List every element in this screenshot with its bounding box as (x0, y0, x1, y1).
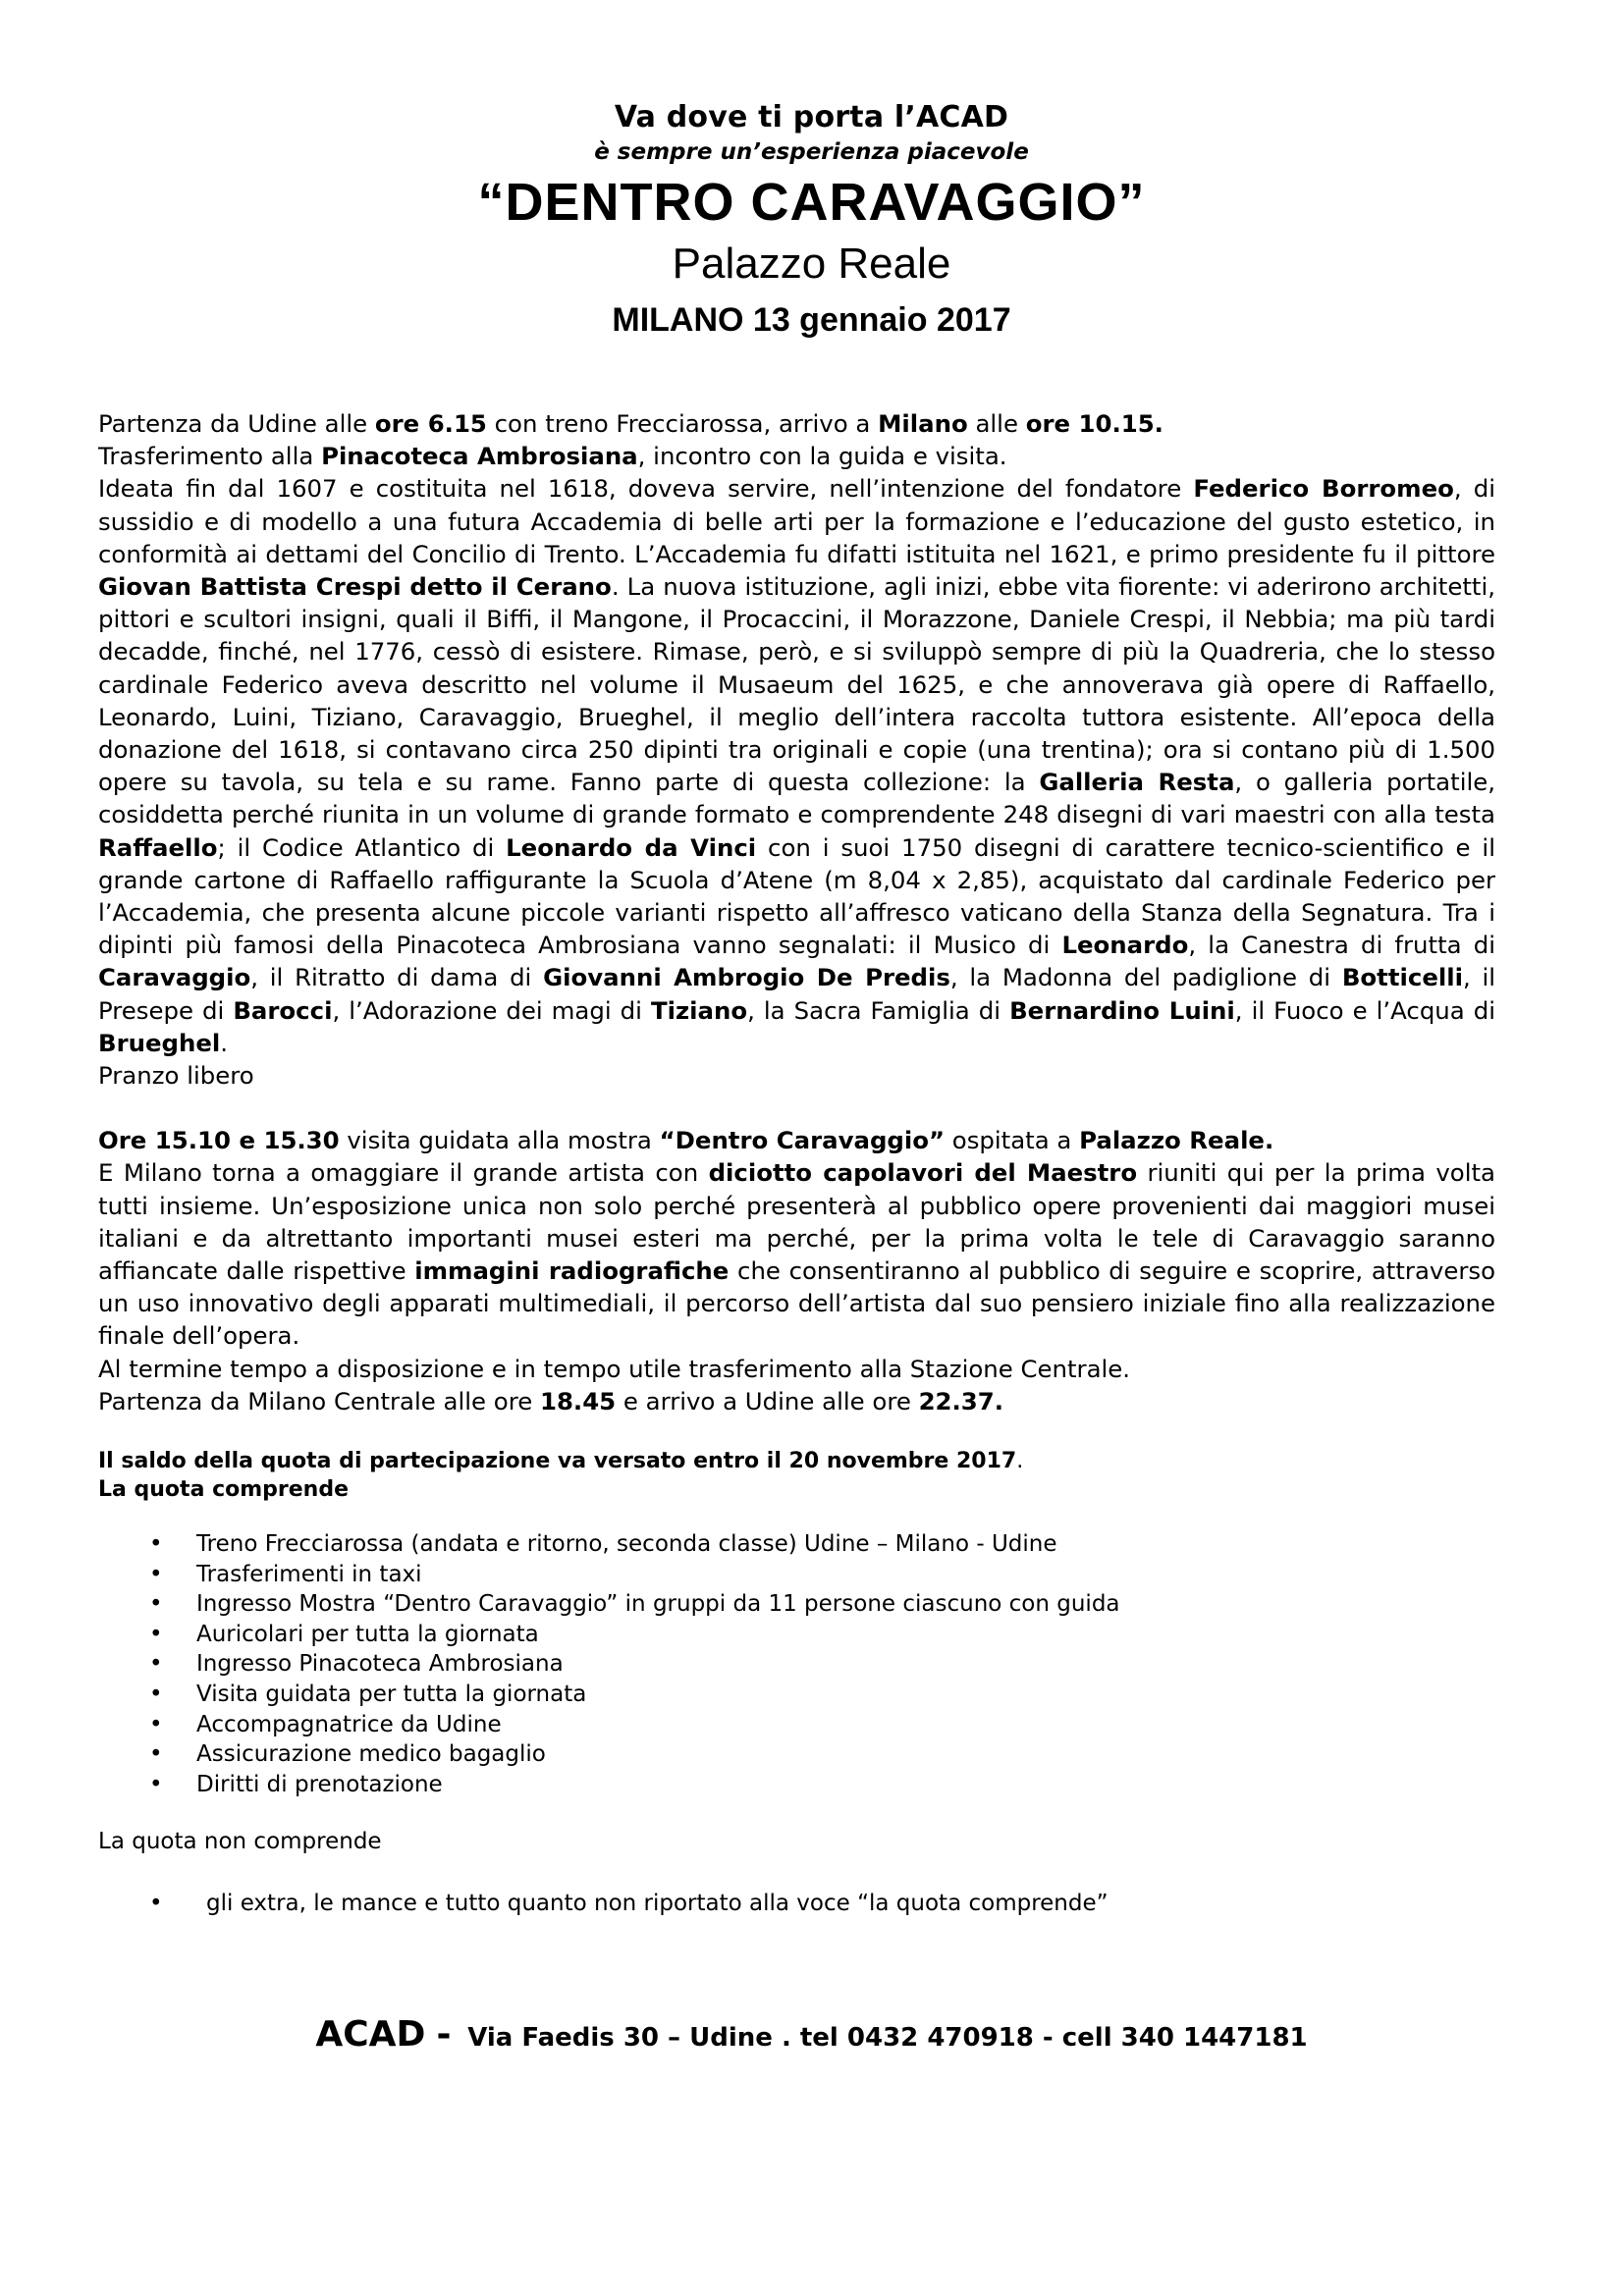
spacer (98, 1092, 1495, 1124)
included-heading: La quota comprende (98, 1477, 349, 1503)
bold-run: Leonardo (1061, 931, 1189, 960)
spacer (98, 1799, 1495, 1826)
not-included-item (98, 1889, 1495, 1919)
included-item (98, 1680, 1495, 1710)
bold-run: Milano (878, 409, 968, 438)
bold-run: Palazzo Reale. (1079, 1126, 1274, 1155)
text-run: . (220, 1028, 229, 1057)
bullet-icon: • (149, 1531, 163, 1558)
text-run: ospitata a (945, 1126, 1080, 1155)
not-included-heading: La quota non comprende (98, 1829, 382, 1855)
included-item (98, 1529, 1495, 1560)
text-run: riuniti qui per la prima volta tutti insieme. Un’esposizione unica non solo perché presenterà al pubblico opere provenienti dai maggiori musei italiani e da altrettanto importanti musei esteri ma perché, per la prima volta le tele di Caravaggio saranno affiancate dalle rispettive (98, 1158, 1495, 1286)
text-run: Trasferimento alla (98, 442, 322, 471)
footer-separator: - (436, 2014, 452, 2055)
text-run: visita guidata alla mostra (339, 1126, 660, 1155)
text-run: , incontro con la guida e visita. (637, 442, 1007, 471)
bold-run: Tiziano (650, 995, 748, 1025)
bold-run: diciotto capolavori del Maestro (708, 1158, 1138, 1188)
bullet-icon: • (149, 1682, 163, 1708)
text-run: Partenza da Udine alle (98, 409, 375, 438)
bold-run: Botticelli (1341, 963, 1463, 992)
included-item-text: Auricolari per tutta la giornata (196, 1621, 539, 1647)
bold-run: Raffaello (98, 832, 218, 862)
included-item-text: Assicurazione medico bagaglio (196, 1741, 546, 1768)
bullet-icon: • (149, 1591, 163, 1618)
text-run: , di sussidio e di modello a una futura Accademia di belle arti per la formazione e l’educazione del gusto estetico, in conformità ai dettami del Concilio di Trento. L’Accademia fu difatti istituita nel 1621, e primo presidente fu il pittore (98, 474, 1496, 568)
bullet-icon: • (149, 1651, 163, 1678)
header-subtagline: è sempre un’esperienza piacevole (594, 139, 1029, 165)
included-item-text: Treno Frecciarossa (andata e ritorno, seconda classe) Udine – Milano - Udine (196, 1531, 1057, 1558)
included-item (98, 1589, 1495, 1620)
included-item-text: Trasferimenti in taxi (196, 1561, 422, 1587)
text-run: , la Canestra di frutta di (1188, 931, 1495, 960)
text-run: con i suoi 1750 disegni di carattere tecnico-scientifico e il grande cartone di Raffaello raffigurante la Scuola d’Atene (m 8,04 x 2,85), acquistato dal cardinale Federico per l’Accademia, che presenta alcune piccole varianti rispetto all’affresco vaticano della Stanza della Segnatura. Tra i dipinti più famosi della Pinacoteca Ambrosiana vanno segnalati: il Musico di (98, 832, 1495, 960)
contact-footer (0, 2014, 1623, 2055)
text-run: . (1016, 1449, 1024, 1474)
bold-run: Galleria Resta (1039, 768, 1235, 797)
text-run: e arrivo a Udine alle ore (616, 1386, 919, 1415)
paragraph-pinacoteca (98, 472, 1495, 1059)
not-included-item-text: gli extra, le mance e tutto quanto non riportato alla voce “la quota comprende” (206, 1890, 1109, 1916)
text-run: Ideata fin dal 1607 e costituita nel 1618, doveva servire, nell’intenzione del fondatore (98, 474, 1194, 504)
included-item-text: Diritti di prenotazione (196, 1771, 443, 1797)
included-item (98, 1710, 1495, 1740)
included-item (98, 1620, 1495, 1650)
event-venue: Palazzo Reale (672, 240, 951, 288)
included-item-text: Ingresso Pinacoteca Ambrosiana (196, 1651, 564, 1678)
text-run: , la Sacra Famiglia di (747, 995, 1010, 1025)
text-run: . La nuova istituzione, agli inizi, ebbe vita fiorente: vi aderirono architetti, pittori e scultori insigni, quali il Biffi, il Mangone, il Procaccini, il Morazzone, Daniele Crespi, il Nebbia; ma più tardi decadde, finché, nel 1776, cessò di esistere. Rimase, però, e si sviluppò sempre di più la Quadreria, che lo stesso cardinale Federico aveva descritto nel volume il Musaeum del 1625, e che annoverava già opere di Raffaello, Leonardo, Luini, Tiziano, Caravaggio, Brueghel, il meglio dell’intera raccolta tuttora esistente. All’epoca della donazione del 1618, si contavano circa 250 dipinti tra originali e copie (una trentina); ora si contano più di 1.500 opere su tavola, su tela e su rame. Fanno parte di questa collezione: la (98, 572, 1495, 797)
paragraph-free-time: Al termine tempo a disposizione e in tempo utile trasferimento alla Stazione Centrale. (98, 1354, 1131, 1383)
paragraph-transfer (98, 440, 1495, 472)
not-included-list (98, 1889, 1495, 1919)
bullet-icon: • (149, 1561, 163, 1587)
text-run: E Milano torna a omaggiare il grande artista con (98, 1158, 709, 1188)
text-run: che consentiranno al pubblico di seguire e scoprire, attraverso un uso innovativo degli apparati multimediali, il percorso dell’artista dal suo pensiero iniziale fino alla realizzazione finale dell’opera. (98, 1256, 1495, 1351)
included-item-text: Ingresso Mostra “Dentro Caravaggio” in gruppi da 11 persone ciascuno con guida (196, 1591, 1120, 1618)
text-run: Partenza da Milano Centrale alle ore (98, 1386, 540, 1415)
bold-run: Il saldo della quota di partecipazione va versato entro il 20 novembre 2017 (98, 1449, 1017, 1474)
text-run: , il Ritratto di dama di (250, 963, 544, 992)
event-date: MILANO 13 gennaio 2017 (612, 301, 1011, 339)
bullet-icon: • (149, 1890, 163, 1916)
included-item (98, 1560, 1495, 1590)
bold-run: “Dentro Caravaggio” (659, 1126, 946, 1155)
bold-run: Leonardo da Vinci (506, 832, 757, 862)
text-run: , il Presepe di (98, 963, 1496, 1025)
bold-run: Pinacoteca Ambrosiana (321, 442, 638, 471)
bold-run: ore 6.15 (374, 409, 487, 438)
text-run: con treno Frecciarossa, arrivo a (486, 409, 879, 438)
paragraph-departure (98, 407, 1495, 440)
bullet-icon: • (149, 1711, 163, 1737)
spacer (98, 1504, 1495, 1529)
header-tagline: Va dove ti porta l’ACAD (614, 100, 1009, 134)
included-list (98, 1529, 1495, 1799)
included-item-text: Accompagnatrice da Udine (196, 1711, 502, 1737)
bold-run: Brueghel (98, 1028, 221, 1057)
payment-deadline (98, 1447, 1495, 1475)
bold-run: 22.37. (918, 1386, 1003, 1415)
text-run: alle (967, 409, 1026, 438)
paragraph-return (98, 1385, 1495, 1417)
document-body (98, 407, 1495, 1918)
footer-address: Via Faedis 30 – Udine . tel 0432 470918 - cell 340 1447181 (467, 2023, 1308, 2053)
paragraph-lunch: Pranzo libero (98, 1061, 254, 1091)
spacer (98, 1417, 1495, 1447)
bold-run: Federico Borromeo (1193, 474, 1454, 504)
bold-run: ore 10.15. (1025, 409, 1163, 438)
included-item (98, 1649, 1495, 1680)
bold-run: Barocci (233, 995, 333, 1025)
paragraph-exhibition (98, 1156, 1495, 1352)
bold-run: Giovanni Ambrogio De Predis (543, 963, 950, 992)
included-item-text: Visita guidata per tutta la giornata (196, 1682, 587, 1708)
bold-run: immagini radiografiche (414, 1256, 730, 1286)
text-run: , la Madonna del padiglione di (949, 963, 1342, 992)
bold-run: Ore 15.10 e 15.30 (98, 1126, 340, 1155)
text-run: ; il Codice Atlantico di (217, 832, 507, 862)
text-run: , l’Adorazione dei magi di (332, 995, 651, 1025)
event-title: “DENTRO CARAVAGGIO” (477, 173, 1146, 232)
bullet-icon: • (149, 1741, 163, 1768)
bullet-icon: • (149, 1771, 163, 1797)
included-item (98, 1770, 1495, 1800)
document-header (0, 98, 1623, 344)
text-run: , il Fuoco e l’Acqua di (1234, 995, 1495, 1025)
included-item (98, 1739, 1495, 1770)
bold-run: Caravaggio (98, 963, 251, 992)
bold-run: 18.45 (539, 1386, 617, 1415)
bullet-icon: • (149, 1621, 163, 1647)
bold-run: Giovan Battista Crespi detto il Cerano (98, 572, 612, 602)
footer-org-name: ACAD (315, 2014, 426, 2055)
text-run: , o galleria portatile, cosiddetta perché riunita in un volume di grande formato e comprendente 248 disegni di vari maestri con alla testa (98, 768, 1496, 829)
bold-run: Bernardino Luini (1009, 995, 1235, 1025)
spacer (98, 1859, 1495, 1889)
paragraph-guided-visit (98, 1124, 1495, 1156)
